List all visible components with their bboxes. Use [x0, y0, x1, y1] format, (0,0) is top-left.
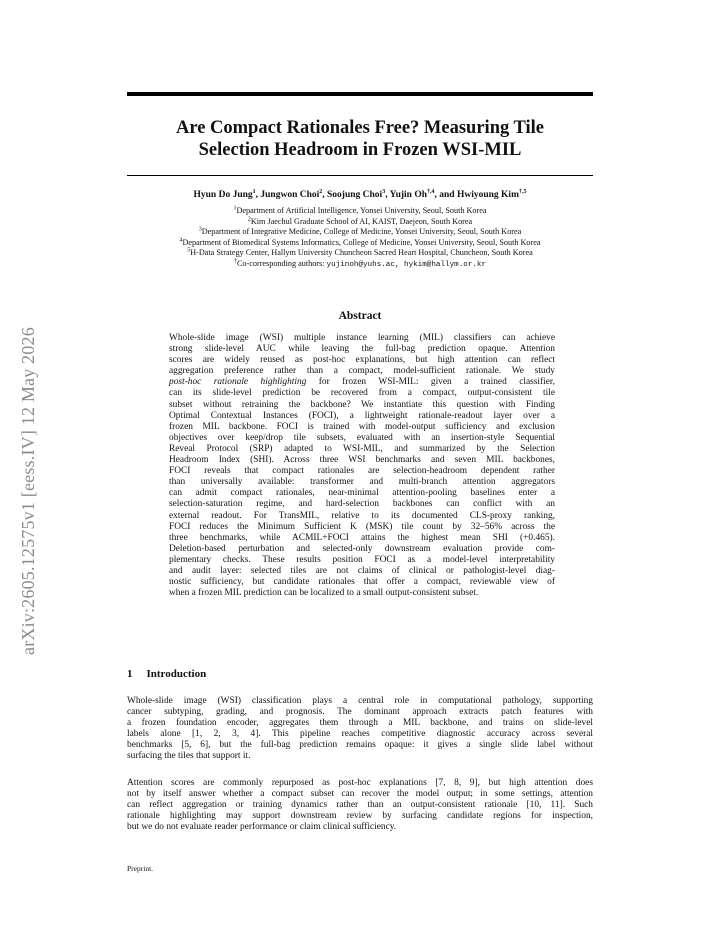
affiliation-text: Kim Jaechul Graduate School of AI, KAIST, Daejeon, South Korea: [250, 216, 473, 226]
text-line: and audit layer: selected tiles are not claims of clinical or pathologist-level diag-: [169, 565, 555, 576]
author-affil-mark: †,5: [518, 188, 527, 195]
text-line: FOCI reveals that compact rationales are selection-headroom dependent rather: [169, 466, 555, 477]
author-name: , and Hwiyoung Kim: [434, 190, 519, 200]
corresponding-label: Co-corresponding authors:: [236, 258, 327, 268]
footer-note: Preprint.: [127, 864, 154, 873]
text-line: frozen MIL backbone. FOCI is trained with model-output sufficiency and exclusion: [169, 421, 555, 432]
text-line: a frozen foundation encoder, aggregates them through a MIL backbone, and trains on slide-level: [127, 718, 593, 729]
text-line: plementary checks. These results position FOCI as a model-level interpretability: [169, 554, 555, 565]
affiliation-text: Department of Integrative Medicine, College of Medicine, Yonsei University, Seoul, South Korea: [201, 227, 522, 236]
text-line: objectives over keep/drop tile subsets, evaluated with an insertion-style Sequential: [169, 432, 555, 443]
text-line: Attention scores are commonly repurposed as post-hoc explanations [7, 8, 9], but high attention does: [127, 778, 593, 788]
affiliation-mark: 5: [187, 247, 191, 254]
text-line: when a frozen MIL prediction can be localized to a small output-consistent subset.: [169, 588, 479, 599]
text-line: Reveal Protocol (SRP) adapted to WSI-MIL, and summarized by the Selection: [169, 443, 555, 454]
text-line: nostic sufficiency, but candidate rationales that offer a compact, reviewable view of: [169, 577, 555, 588]
text-line: Optimal Contextual Instances (FOCI), a lightweight rationale-readout layer over a: [169, 410, 555, 421]
abstract-body: [169, 333, 555, 599]
text-line: subset without retraining the backbone? We instantiate this question with Finding: [169, 399, 555, 410]
text-line: can admit compact rationales, near-minimal attention-pooling baselines enter a: [169, 488, 555, 499]
section-number: 1: [127, 668, 133, 680]
paper-title: [100, 117, 620, 161]
affiliation: [60, 206, 660, 217]
author-name: , Jungwon Choi: [255, 190, 320, 200]
text-line: [169, 377, 555, 388]
text-line: rationale highlighting may support downstream review by surfacing candidate regions for inspection,: [127, 811, 593, 822]
text-line: labels alone [1, 2, 3, 4]. This pipeline reaches competitive diagnostic accuracy across several: [127, 729, 593, 740]
corresponding-emails[interactable]: yujinoh@yuhs.ac, hykim@hallym.or.kr: [326, 260, 487, 269]
affiliation-mark: 3: [198, 226, 202, 233]
affiliation: [60, 217, 660, 228]
text-line: selection-saturation regime, and hard-selection backbones can conflict with an: [169, 499, 555, 510]
text-line: can reflect aggregation or training dynamics rather than an output-consistent rationale [10, 11]. Such: [127, 800, 593, 811]
abstract-heading: Abstract: [338, 310, 382, 322]
section-title: Introduction: [146, 668, 207, 680]
title-bottom-rule: [127, 175, 593, 176]
author-name: Hyun Do Jung: [193, 190, 253, 200]
author-affil-mark: †,4: [427, 188, 435, 195]
text-span: for frozen WSI-MIL: given a trained classifier,: [306, 377, 555, 388]
text-line: external readout. For TransMIL, relative to its documented CLS-proxy ranking,: [169, 510, 555, 521]
affiliation-mark: 4: [179, 236, 183, 243]
text-line: Headroom Index (SHI). Across three WSI benchmarks and seven MIL backbones,: [169, 455, 555, 466]
title-top-rule: [127, 92, 593, 96]
intro-paragraph-2: [127, 778, 593, 833]
text-line: three benchmarks, while ACMIL+FOCI attains the highest mean SHI (+0.465).: [169, 532, 555, 543]
affiliation-mark: 2: [247, 215, 251, 222]
author-name: , Soojung Choi: [322, 190, 383, 200]
text-line: surfacing the tiles that support it.: [127, 751, 251, 762]
text-line: cancer subtyping, grading, and prognosis. The dominant approach extracts patch features with: [127, 707, 593, 718]
text-line: strong slide-level AUC while leaving the full-bag prediction opaque. Attention: [169, 344, 555, 355]
author-list: [60, 190, 660, 200]
arxiv-identifier: arXiv:2605.12575v1 [eess.IV] 12 May 2026: [18, 327, 38, 655]
text-line: aggregation preference rather than a compact, model-sufficient rationale. We study: [169, 366, 555, 377]
author-affil-mark: 2: [319, 188, 323, 195]
title-line: Are Compact Rationales Free? Measuring Tile: [175, 118, 545, 138]
author-affil-mark: 3: [382, 188, 386, 195]
text-line: but we do not evaluate reader performance or claim clinical sufficiency.: [127, 822, 397, 833]
text-line: Deletion-based perturbation and selected-only downstream evaluation provide com-: [169, 543, 555, 554]
author-name: , Yujin Oh: [385, 190, 428, 200]
affiliation-mark: 1: [233, 205, 237, 212]
intro-paragraph-1: [127, 696, 593, 763]
affiliation-text: Department of Artificial Intelligence, Yonsei University, Seoul, South Korea: [236, 206, 487, 215]
text-line: benchmarks [5, 6], but the full-bag prediction remains opaque: it gives a single slide label without: [127, 740, 593, 751]
author-affil-mark: 1: [252, 188, 256, 195]
text-line: than universally available: transformer and multi-branch attention aggregators: [169, 477, 555, 488]
corresponding-mark: †: [233, 257, 237, 264]
text-line: not by itself answer whether a compact subset can recover the model output; in some settings, attention: [127, 789, 593, 800]
section-heading: [127, 668, 206, 680]
affiliation-text: Department of Biomedical Systems Informatics, College of Medicine, Yonsei University, Seoul, South Korea: [182, 237, 541, 247]
title-line: Selection Headroom in Frozen WSI-MIL: [198, 140, 522, 160]
affiliation-list: [60, 206, 660, 270]
affiliation: [60, 248, 660, 259]
text-line: Whole-slide image (WSI) classification plays a central role in computational pathology, supporting: [127, 696, 593, 706]
affiliation: [60, 227, 660, 238]
text-line: Whole-slide image (WSI) multiple instance learning (MIL) classifiers can achieve: [169, 333, 555, 343]
text-line: can its slide-level prediction be recovered from a compact, output-consistent tile: [169, 388, 555, 399]
corresponding-authors: [60, 259, 660, 271]
emphasized-term: post-hoc rationale highlighting: [169, 377, 307, 388]
text-line: FOCI reduces the Minimum Sufficient K (MSK) tile count by 32–56% across the: [169, 521, 555, 532]
affiliation: [60, 238, 660, 249]
affiliation-text: H-Data Strategy Center, Hallym University Chuncheon Sacred Heart Hospital, Chuncheon, South Korea: [190, 248, 533, 257]
text-line: scores are widely reused as post-hoc explanations, but high attention can reflect: [169, 355, 555, 366]
